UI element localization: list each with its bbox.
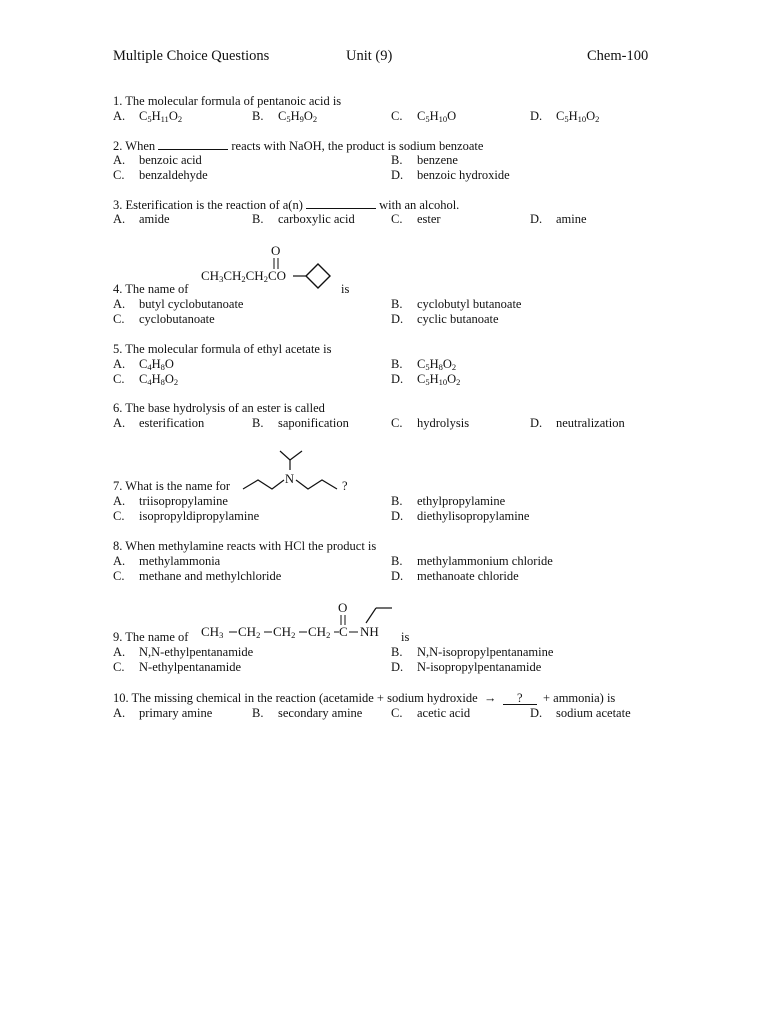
q7-option-b[interactable]: B. ethylpropylamine [391,494,506,508]
q5-option-c[interactable]: C. $C_4H_8O_2$ [113,372,179,387]
q6-option-d[interactable]: D. neutralization [530,416,625,430]
q10-text: 10. The missing chemical in the reaction (acetamide + sodium hydroxide → ? + ammonia) is [113,691,616,705]
q8-option-b[interactable]: B. methylammonium chloride [391,554,553,568]
q9-carbonyl-oxygen: O [338,600,348,615]
q1-option-b[interactable]: B. $C_5H_9O_2$ [252,109,318,124]
q7-text-pre: 7. What is the name for [113,479,231,493]
q10-option-d[interactable]: D. sodium acetate [530,706,631,720]
q3-option-d[interactable]: D. amine [530,212,587,226]
q10-option-a[interactable]: A. primary amine [113,706,213,720]
q9-carbonyl-carbon: C [339,624,348,639]
q6-text: 6. The base hydrolysis of an ester is called [113,401,325,415]
q5-text: 5. The molecular formula of ethyl acetate is [113,342,332,356]
header-unit: Unit (9) [346,48,393,64]
q10-option-b[interactable]: B. secondary amine [252,706,363,720]
q7-option-a[interactable]: A. triisopropylamine [113,494,228,508]
q9-ch2-group-1: $CH_2$ [238,624,261,640]
q2-option-b[interactable]: B. benzene [391,153,458,167]
q3-text: 3. Esterification is the reaction of a(n) with an alcohol. [113,198,460,212]
q8-text: 8. When methylamine reacts with HCl the product is [113,539,377,553]
q6-option-c[interactable]: C. hydrolysis [391,416,470,430]
q5-option-b[interactable]: B. $C_5H_8O_2$ [391,357,457,372]
header-course: Chem-100 [587,48,649,64]
q2-option-d[interactable]: D. benzoic hydroxide [391,168,510,182]
q3-option-c[interactable]: C. ester [391,212,441,226]
q3-option-a[interactable]: A. amide [113,212,170,226]
q5-option-d[interactable]: D. $C_5H_{10}O_2$ [391,372,461,387]
q7-nitrogen-atom: N [285,472,295,486]
q4-text-pre: 4. The name of [113,282,189,296]
q6-option-a[interactable]: A. esterification [113,416,205,430]
q7-text-post: ? [342,479,348,493]
q1-option-a[interactable]: A. $C_5H_{11}O_2$ [113,109,183,124]
q2-option-c[interactable]: C. benzaldehyde [113,168,208,182]
q4-carbonyl-oxygen: O [271,243,281,258]
reaction-arrow: → [483,691,497,705]
q4-option-b[interactable]: B. cyclobutyl butanoate [391,297,522,311]
q8-option-d[interactable]: D. methanoate chloride [391,569,519,583]
q5-option-a[interactable]: A. $C_4H_8O$ [113,357,174,372]
q2-text: 2. When reacts with NaOH, the product is sodium benzoate [113,139,484,153]
missing-product-blank: ? [503,692,537,705]
q9-nh-group: NH [360,624,379,639]
q4-text-post: is [341,282,350,296]
q3-option-b[interactable]: B. carboxylic acid [252,212,355,226]
q10-option-c[interactable]: C. acetic acid [391,706,471,720]
q2-option-a[interactable]: A. benzoic acid [113,153,202,167]
q6-option-b[interactable]: B. saponification [252,416,349,430]
q4-option-d[interactable]: D. cyclic butanoate [391,312,499,326]
q8-option-a[interactable]: A. methylammonia [113,554,221,568]
q1-option-d[interactable]: D. $C_5H_{10}O_2$ [530,109,600,124]
q7-option-d[interactable]: D. diethylisopropylamine [391,509,530,523]
q9-text-post: is [401,630,410,644]
q9-option-a[interactable]: A. N,N-ethylpentanamide [113,645,254,659]
q4-option-a[interactable]: A. butyl cyclobutanoate [113,297,244,311]
q4-option-c[interactable]: C. cyclobutanoate [113,312,215,326]
q9-ch2-group-3: $CH_2$ [308,624,331,640]
q9-ch3-group: $CH_3$ [201,624,224,640]
q8-option-c[interactable]: C. methane and methylchloride [113,569,282,583]
header-title: Multiple Choice Questions [113,48,270,64]
q1-text: 1. The molecular formula of pentanoic acid is [113,94,342,108]
q9-option-c[interactable]: C. N-ethylpentanamide [113,660,242,674]
q9-ch2-group-2: $CH_2$ [273,624,296,640]
q1-option-c[interactable]: C. $C_5H_{10}O$ [391,109,457,124]
q9-option-b[interactable]: B. N,N-isopropylpentanamine [391,645,554,659]
q9-text-pre: 9. The name of [113,630,189,644]
q7-option-c[interactable]: C. isopropyldipropylamine [113,509,260,523]
q4-chain-formula: $CH_3CH_2CH_2CO$ [201,268,286,284]
q9-option-d[interactable]: D. N-isopropylpentanamide [391,660,542,674]
